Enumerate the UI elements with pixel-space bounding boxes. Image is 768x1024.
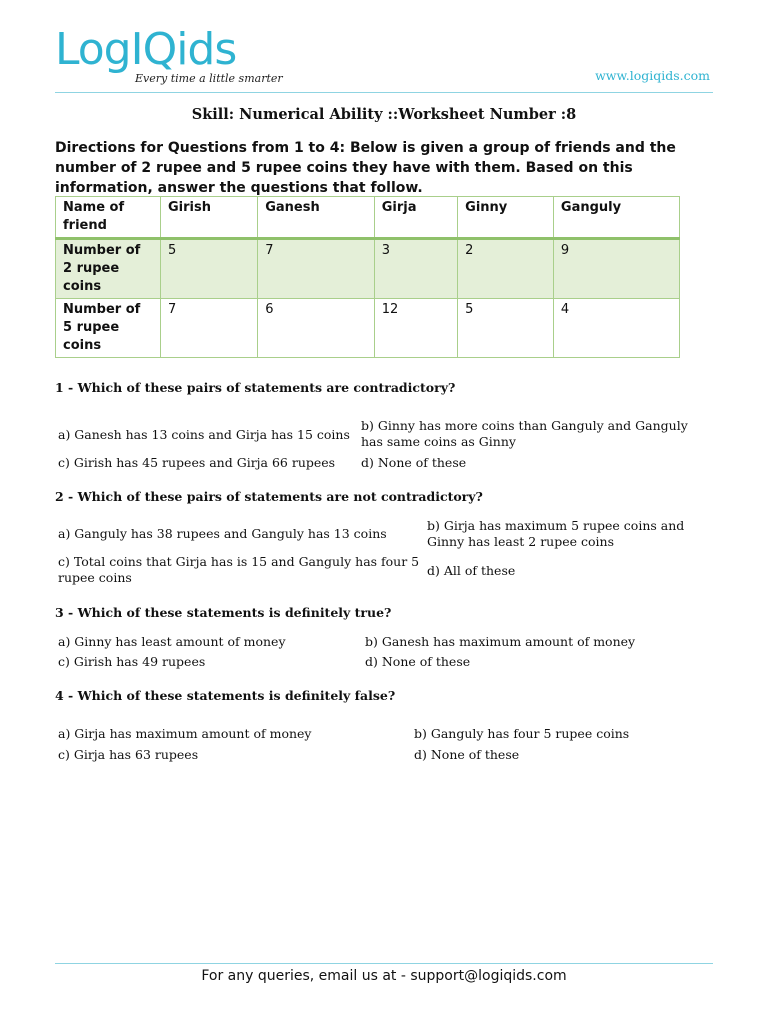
q4-option-d: d) None of these	[414, 747, 520, 762]
q3-option-d: d) None of these	[365, 654, 471, 669]
question-4: 4 - Which of these statements is definitely false?	[55, 688, 396, 703]
table-header-cell: Ganesh	[258, 197, 375, 239]
table-cell: 9	[553, 239, 679, 299]
table-cell: 6	[258, 299, 375, 358]
table-header-cell: Girja	[374, 197, 457, 239]
table-header-row	[56, 197, 680, 239]
table-cell: 3	[374, 239, 457, 299]
table-cell: 4	[553, 299, 679, 358]
table-row-label: Number of 2 rupee coins	[56, 239, 161, 299]
q4-option-b: b) Ganguly has four 5 rupee coins	[414, 726, 630, 741]
table-cell: 2	[458, 239, 554, 299]
q3-option-a: a) Ginny has least amount of money	[58, 634, 286, 649]
logo-text: LogIQids	[55, 24, 237, 75]
table-cell: 7	[258, 239, 375, 299]
question-1: 1 - Which of these pairs of statements are contradictory?	[55, 380, 456, 395]
footer-contact: For any queries, email us at - support@logiqids.com	[201, 968, 567, 984]
worksheet-title: Skill: Numerical Ability ::Worksheet Number :8	[191, 106, 577, 123]
table-cell: 12	[374, 299, 457, 358]
table-header-cell: Name of friend	[56, 197, 161, 239]
directions-text: Directions for Questions from 1 to 4: Below is given a group of friends and the number of 2 rupee and 5 rupee coins they have with them. Based on this information, answer the questions that follow.	[55, 140, 676, 196]
website-link[interactable]: www.logiqids.com	[595, 68, 710, 83]
q2-option-a: a) Ganguly has 38 rupees and Ganguly has 13 coins	[58, 526, 387, 541]
q1-option-b: b) Ginny has more coins than Ganguly and Ganguly has same coins as Ginny	[361, 418, 688, 449]
q4-option-c: c) Girja has 63 rupees	[58, 747, 199, 762]
q2-option-b: b) Girja has maximum 5 rupee coins and Ginny has least 2 rupee coins	[427, 518, 685, 549]
table-cell: 5	[458, 299, 554, 358]
table-row	[56, 299, 680, 358]
q3-option-b: b) Ganesh has maximum amount of money	[365, 634, 636, 649]
q2-option-d: d) All of these	[427, 563, 516, 578]
q3-option-c: c) Girish has 49 rupees	[58, 654, 206, 669]
footer-divider	[55, 963, 713, 964]
table-row-label: Number of 5 rupee coins	[56, 299, 161, 358]
logo	[55, 24, 283, 85]
table-cell: 7	[161, 299, 258, 358]
q4-option-a: a) Girja has maximum amount of money	[58, 726, 312, 741]
table-row	[56, 239, 680, 299]
table-header-cell: Ginny	[458, 197, 554, 239]
logo-tagline: Every time a little smarter	[135, 72, 283, 85]
q1-option-c: c) Girish has 45 rupees and Girja 66 rupees	[58, 455, 336, 470]
q2-option-c: c) Total coins that Girja has is 15 and Ganguly has four 5 rupee coins	[58, 554, 420, 585]
table-header-cell: Girish	[161, 197, 258, 239]
header-divider	[55, 92, 713, 93]
question-2: 2 - Which of these pairs of statements are not contradictory?	[55, 489, 483, 504]
question-3: 3 - Which of these statements is definitely true?	[55, 605, 392, 620]
table-header-cell: Ganguly	[553, 197, 679, 239]
q1-option-a: a) Ganesh has 13 coins and Girja has 15 coins	[58, 427, 350, 442]
q1-option-d: d) None of these	[361, 455, 467, 470]
coins-table	[55, 196, 680, 358]
table-cell: 5	[161, 239, 258, 299]
